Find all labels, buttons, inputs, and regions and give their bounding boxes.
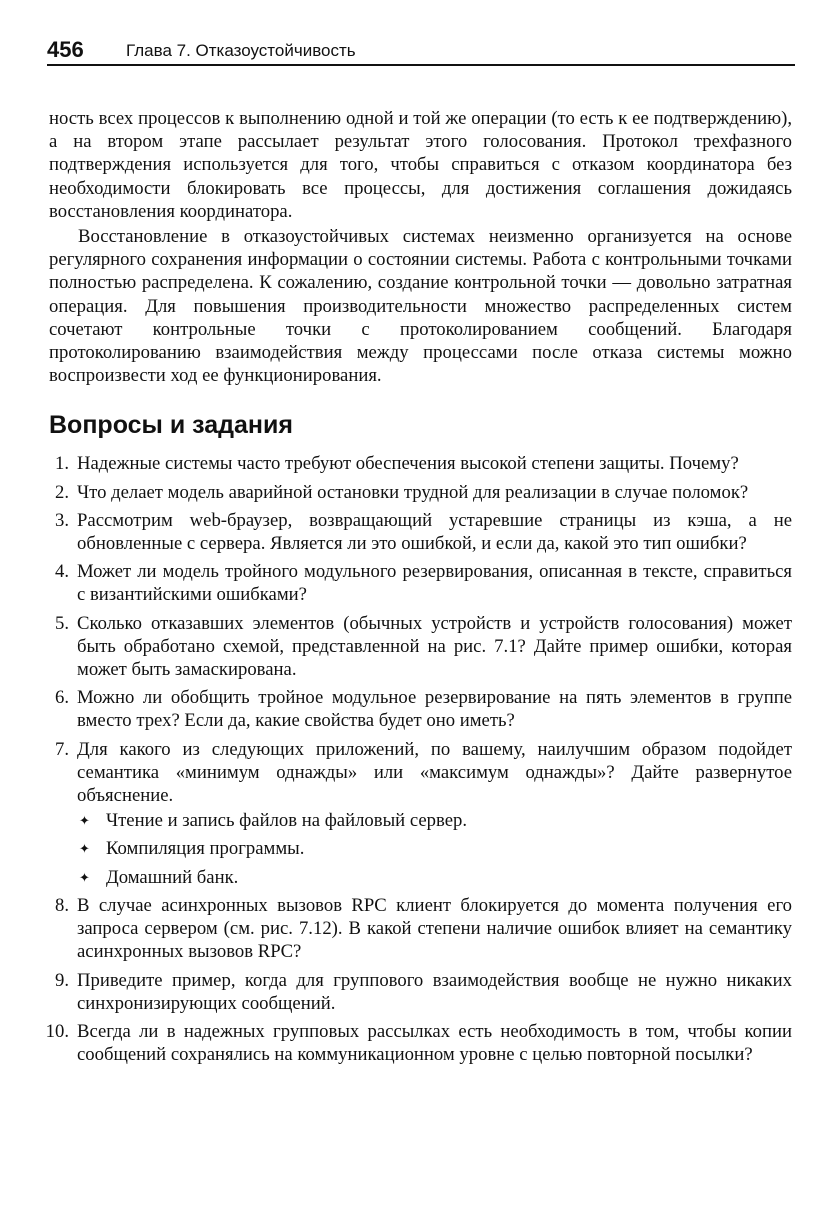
question-number: 9. xyxy=(54,969,69,991)
bullet-icon: ✦ xyxy=(79,841,90,857)
page-header xyxy=(47,37,795,66)
bullet-text: Домашний банк. xyxy=(106,866,239,888)
question-number: 1. xyxy=(54,453,69,475)
list-item xyxy=(45,1020,792,1066)
questions-list xyxy=(45,452,792,1066)
question-number: 3. xyxy=(54,509,69,531)
bullet-item xyxy=(77,866,792,889)
page-body xyxy=(45,107,792,1071)
list-item xyxy=(49,894,792,964)
question-number: 8. xyxy=(54,894,69,916)
question-number: 5. xyxy=(54,612,69,634)
list-item xyxy=(49,481,792,504)
list-item xyxy=(49,612,792,682)
list-item xyxy=(49,509,792,555)
chapter-title: Глава 7. Отказоустойчивость xyxy=(126,41,356,60)
question-text: Рассмотрим web-браузер, возвращающий устаревшие страницы из кэша, а не обновленные с сервера. Является ли это ошибкой, и если да, какой это тип ошибки? xyxy=(77,509,792,555)
question-text: Для какого из следующих приложений, по вашему, наилучшим образом подойдет семантика «минимум однажды» или «максимум однажды»? Дайте развернутое объяснение. xyxy=(77,738,792,807)
question-number: 7. xyxy=(54,738,69,760)
bullet-text: Чтение и запись файлов на файловый сервер. xyxy=(106,810,468,832)
section-title: Вопросы и задания xyxy=(49,411,293,440)
list-item xyxy=(49,560,792,606)
question-number: 2. xyxy=(54,481,69,503)
list-item xyxy=(49,452,792,475)
list-item xyxy=(49,969,792,1015)
bullet-text: Компиляция программы. xyxy=(106,838,305,860)
bullet-icon: ✦ xyxy=(79,869,90,885)
question-number: 4. xyxy=(54,561,69,583)
question-text: Надежные системы часто требуют обеспечения высокой степени защиты. Почему? xyxy=(77,453,739,475)
bullet-icon: ✦ xyxy=(79,813,90,829)
question-number: 10. xyxy=(45,1020,69,1042)
bullet-list xyxy=(77,809,792,889)
paragraph: ность всех процессов к выполнению одной и той же операции (то есть к ее подтверждению), а на втором этапе рассылает результат этого голосования. Протокол трехфазного подтверждения используется для того, чтобы справиться с отказом координатора без необходимости блокировать все процессы, для достижения соглашения дожидаясь восстановления координатора. xyxy=(49,108,792,222)
question-text: Приведите пример, когда для группового взаимодействия вообще не нужно никаких синхронизирующих сообщений. xyxy=(77,969,792,1014)
question-text: Может ли модель тройного модульного резервирования, описанная в тексте, справиться с византийскими ошибками? xyxy=(77,561,792,606)
list-item xyxy=(49,686,792,732)
question-text: В случае асинхронных вызовов RPC клиент блокируется до момента получения его запроса сервером (см. рис. 7.12). В какой степени наличие ошибок влияет на семантику асинхронных вызовов RPC? xyxy=(77,894,792,963)
question-text: Можно ли обобщить тройное модульное резервирование на пять элементов в группе вместо трех? Если да, какие свойства будет оно иметь? xyxy=(77,687,792,732)
question-text: Сколько отказавших элементов (обычных устройств и устройств голосования) может быть обработано схемой, представленной на рис. 7.1? Дайте пример ошибки, которая может быть замаскирована. xyxy=(77,612,792,681)
page-number: 456 xyxy=(47,37,84,62)
question-text: Что делает модель аварийной остановки трудной для реализации в случае поломок? xyxy=(77,481,749,503)
bullet-item xyxy=(77,809,792,832)
list-item xyxy=(49,738,792,889)
question-number: 6. xyxy=(54,687,69,709)
paragraph: Восстановление в отказоустойчивых системах неизменно организуется на основе регулярного сохранения информации о состоянии системы. Работа с контрольными точками полностью распределена. К сожалению, создание контрольной точки — довольно затратная операция. Для повышения производительности множество распределенных систем сочетают контрольные точки с протоколированием сообщений. Благодаря протоколированию взаимодействия между процессами после отказа системы можно воспроизвести ход ее функционирования. xyxy=(49,226,792,387)
bullet-item xyxy=(77,837,792,860)
question-text: Всегда ли в надежных групповых рассылках есть необходимость в том, чтобы копии сообщений сохранялись на коммуникационном уровне с целью повторной посылки? xyxy=(77,1020,792,1066)
